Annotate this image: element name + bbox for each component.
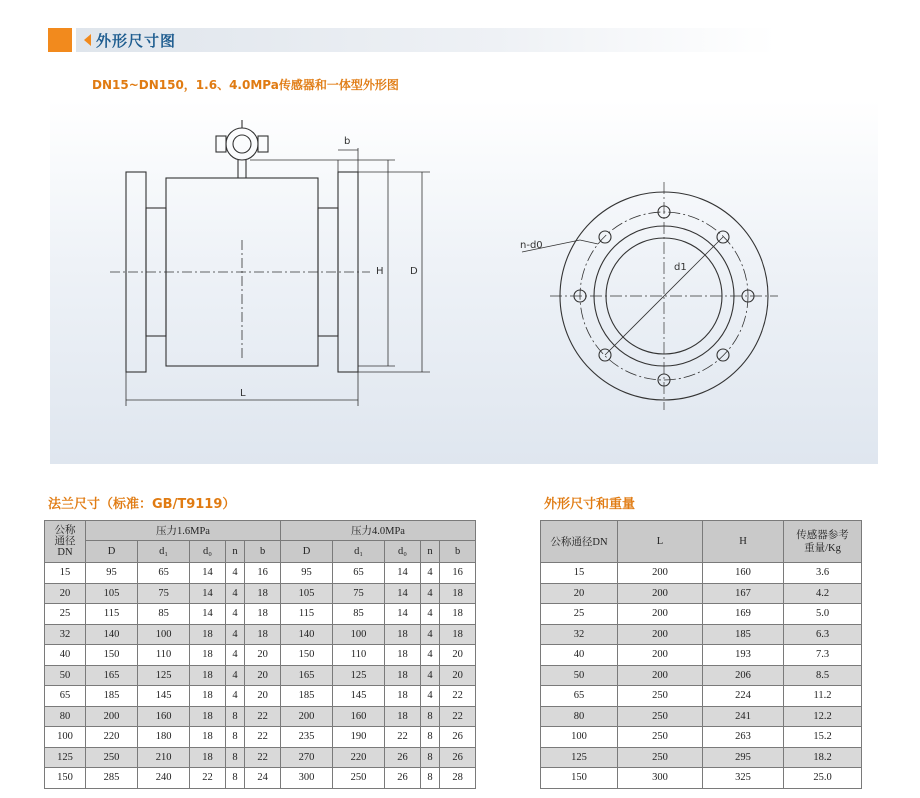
col-d0: d₀ (190, 541, 226, 563)
table-cell: 18 (385, 686, 421, 707)
table-cell: 80 (541, 706, 618, 727)
table-row (541, 747, 862, 768)
table-cell: 220 (333, 747, 385, 768)
table-cell: 169 (703, 604, 784, 625)
table-cell: 100 (138, 624, 190, 645)
table-cell: 140 (280, 624, 332, 645)
table-cell: 4 (225, 645, 244, 666)
table-cell: 12.2 (784, 706, 862, 727)
table-cell: 26 (440, 747, 476, 768)
table-cell: 4 (420, 604, 439, 625)
table-cell: 160 (138, 706, 190, 727)
dn-header: 公称 通径 DN (45, 521, 86, 563)
table-row (45, 583, 476, 604)
table-cell: 18 (190, 686, 226, 707)
table-cell: 200 (86, 706, 138, 727)
table-cell: 18 (385, 706, 421, 727)
label-D: D (410, 266, 418, 277)
table-cell: 8 (420, 768, 439, 789)
table-cell: 165 (280, 665, 332, 686)
table-cell: 210 (138, 747, 190, 768)
table-cell: 150 (280, 645, 332, 666)
table-cell: 250 (618, 686, 703, 707)
table-cell: 18 (440, 624, 476, 645)
table-cell: 165 (86, 665, 138, 686)
table-cell: 7.3 (784, 645, 862, 666)
table-cell: 105 (86, 583, 138, 604)
table-cell: 50 (541, 665, 618, 686)
table-cell: 8 (420, 706, 439, 727)
table-cell: 4 (225, 686, 244, 707)
table-cell: 95 (280, 563, 332, 584)
table-cell: 25 (45, 604, 86, 625)
table-row (45, 727, 476, 748)
table-cell: 185 (703, 624, 784, 645)
table-cell: 4 (420, 563, 439, 584)
col-D: D (86, 541, 138, 563)
table-cell: 22 (245, 706, 281, 727)
col-b: b (245, 541, 281, 563)
table-cell: 100 (333, 624, 385, 645)
table-row (45, 768, 476, 789)
table-cell: 250 (618, 747, 703, 768)
table-cell: 75 (138, 583, 190, 604)
table-cell: 85 (138, 604, 190, 625)
table-cell: 8 (225, 706, 244, 727)
table-cell: 200 (618, 624, 703, 645)
table-cell: 241 (703, 706, 784, 727)
col-n: n (420, 541, 439, 563)
table-cell: 4 (420, 645, 439, 666)
col-d1: d₁ (333, 541, 385, 563)
table-row (45, 747, 476, 768)
page-title: 外形尺寸图 (96, 32, 177, 50)
table-cell: 14 (190, 583, 226, 604)
table-cell: 160 (333, 706, 385, 727)
table-cell: 80 (45, 706, 86, 727)
table-cell: 150 (541, 768, 618, 789)
table-cell: 75 (333, 583, 385, 604)
table-cell: 185 (280, 686, 332, 707)
table-cell: 4 (420, 665, 439, 686)
table-row (45, 624, 476, 645)
dimension-drawing (50, 100, 878, 464)
diagram-panel (50, 100, 878, 464)
table-cell: 20 (245, 686, 281, 707)
label-L: L (240, 388, 246, 399)
table-cell: 8 (225, 747, 244, 768)
table-cell: 270 (280, 747, 332, 768)
table-cell: 8 (225, 768, 244, 789)
table-cell: 18 (385, 624, 421, 645)
table-cell: 200 (618, 563, 703, 584)
table-cell: 18 (440, 583, 476, 604)
table-cell: 200 (618, 604, 703, 625)
table-row (45, 645, 476, 666)
table-cell: 20 (245, 665, 281, 686)
table-cell: 295 (703, 747, 784, 768)
table-cell: 4.2 (784, 583, 862, 604)
table-cell: 140 (86, 624, 138, 645)
table-cell: 8 (420, 747, 439, 768)
table-row (45, 686, 476, 707)
table-cell: 185 (86, 686, 138, 707)
table-cell: 18 (385, 665, 421, 686)
table-cell: 65 (45, 686, 86, 707)
table-cell: 250 (333, 768, 385, 789)
table-cell: 4 (420, 583, 439, 604)
table-cell: 18 (190, 624, 226, 645)
group-4-0-header: 压力4.0MPa (280, 521, 475, 541)
weight-table (540, 520, 862, 789)
table-cell: 300 (618, 768, 703, 789)
table-cell: 50 (45, 665, 86, 686)
table-cell: 167 (703, 583, 784, 604)
table-cell: 18 (190, 706, 226, 727)
table-cell: 40 (541, 645, 618, 666)
table-cell: 4 (420, 624, 439, 645)
table-cell: 11.2 (784, 686, 862, 707)
col-D: D (280, 541, 332, 563)
col-H: H (703, 521, 784, 563)
table-cell: 18 (190, 645, 226, 666)
table-cell: 4 (225, 604, 244, 625)
table-cell: 250 (618, 727, 703, 748)
table-cell: 145 (333, 686, 385, 707)
table-cell: 14 (190, 563, 226, 584)
table-cell: 200 (618, 583, 703, 604)
table-cell: 206 (703, 665, 784, 686)
table-cell: 193 (703, 645, 784, 666)
table-row (541, 624, 862, 645)
table-cell: 65 (138, 563, 190, 584)
table-cell: 18 (245, 583, 281, 604)
table-cell: 25 (541, 604, 618, 625)
table-cell: 110 (333, 645, 385, 666)
label-b: b (344, 136, 351, 147)
table-cell: 18 (245, 604, 281, 625)
table-cell: 22 (385, 727, 421, 748)
col-d1: d₁ (138, 541, 190, 563)
table-cell: 5.0 (784, 604, 862, 625)
label-d1: d1 (674, 262, 687, 273)
table-row (541, 727, 862, 748)
table-cell: 22 (245, 727, 281, 748)
table-cell: 200 (280, 706, 332, 727)
table-cell: 95 (86, 563, 138, 584)
table-cell: 20 (440, 665, 476, 686)
table-cell: 14 (385, 563, 421, 584)
table-cell: 250 (618, 706, 703, 727)
table-row (541, 583, 862, 604)
table-row (541, 563, 862, 584)
table-row (45, 563, 476, 584)
table-row (541, 686, 862, 707)
table-cell: 200 (618, 645, 703, 666)
table-cell: 110 (138, 645, 190, 666)
table-cell: 40 (45, 645, 86, 666)
table-cell: 300 (280, 768, 332, 789)
table-cell: 28 (440, 768, 476, 789)
table-cell: 22 (190, 768, 226, 789)
table-cell: 250 (86, 747, 138, 768)
diagram-caption: DN15~DN150，1.6、4.0MPa传感器和一体型外形图 (92, 78, 399, 92)
table-cell: 32 (45, 624, 86, 645)
table-cell: 15 (45, 563, 86, 584)
table-cell: 26 (385, 747, 421, 768)
header-bar (76, 28, 776, 52)
table-cell: 26 (385, 768, 421, 789)
table-cell: 200 (618, 665, 703, 686)
table-row (45, 665, 476, 686)
table-cell: 20 (45, 583, 86, 604)
table-cell: 285 (86, 768, 138, 789)
flange-table (44, 520, 476, 789)
table-cell: 18 (190, 727, 226, 748)
table-cell: 100 (45, 727, 86, 748)
table-cell: 16 (245, 563, 281, 584)
table-cell: 4 (225, 583, 244, 604)
table-cell: 8 (225, 727, 244, 748)
table-cell: 115 (280, 604, 332, 625)
table-cell: 150 (86, 645, 138, 666)
header-accent-block (48, 28, 72, 52)
weight-section-title: 外形尺寸和重量 (544, 497, 636, 512)
table-cell: 4 (225, 563, 244, 584)
table-cell: 18 (440, 604, 476, 625)
table-cell: 32 (541, 624, 618, 645)
table-cell: 6.3 (784, 624, 862, 645)
col-b: b (440, 541, 476, 563)
table-cell: 18 (190, 665, 226, 686)
header-arrow-icon (84, 34, 91, 46)
table-cell: 125 (45, 747, 86, 768)
table-cell: 4 (225, 624, 244, 645)
table-cell: 125 (138, 665, 190, 686)
table-cell: 235 (280, 727, 332, 748)
table-cell: 240 (138, 768, 190, 789)
table-cell: 18 (245, 624, 281, 645)
table-cell: 4 (225, 665, 244, 686)
col-n: n (225, 541, 244, 563)
table-row (45, 604, 476, 625)
table-cell: 22 (440, 686, 476, 707)
table-cell: 100 (541, 727, 618, 748)
table-cell: 160 (703, 563, 784, 584)
group-1-6-header: 压力1.6MPa (86, 521, 281, 541)
col-weight: 传感器参考 重量/Kg (784, 521, 862, 563)
table-cell: 14 (385, 604, 421, 625)
table-cell: 115 (86, 604, 138, 625)
table-cell: 105 (280, 583, 332, 604)
table-row (541, 604, 862, 625)
table-cell: 14 (190, 604, 226, 625)
table-cell: 125 (541, 747, 618, 768)
table-cell: 8.5 (784, 665, 862, 686)
table-cell: 15 (541, 563, 618, 584)
table-cell: 15.2 (784, 727, 862, 748)
table-cell: 20 (440, 645, 476, 666)
table-cell: 20 (245, 645, 281, 666)
table-cell: 26 (440, 727, 476, 748)
table-cell: 18 (190, 747, 226, 768)
table-cell: 145 (138, 686, 190, 707)
table-row (541, 665, 862, 686)
table-cell: 3.6 (784, 563, 862, 584)
col-L: L (618, 521, 703, 563)
label-nd0: n-d0 (520, 240, 543, 251)
table-cell: 18.2 (784, 747, 862, 768)
table-cell: 190 (333, 727, 385, 748)
table-cell: 325 (703, 768, 784, 789)
col-dn: 公称通径DN (541, 521, 618, 563)
table-cell: 8 (420, 727, 439, 748)
table-cell: 65 (333, 563, 385, 584)
table-row (541, 645, 862, 666)
col-d0: d₀ (385, 541, 421, 563)
table-cell: 22 (245, 747, 281, 768)
table-cell: 65 (541, 686, 618, 707)
table-cell: 14 (385, 583, 421, 604)
table-cell: 180 (138, 727, 190, 748)
table-cell: 220 (86, 727, 138, 748)
table-cell: 224 (703, 686, 784, 707)
table-cell: 85 (333, 604, 385, 625)
table-cell: 150 (45, 768, 86, 789)
table-cell: 22 (440, 706, 476, 727)
table-cell: 16 (440, 563, 476, 584)
table-cell: 24 (245, 768, 281, 789)
label-H: H (376, 266, 384, 277)
table-row (45, 706, 476, 727)
table-row (541, 768, 862, 789)
junction-box (226, 128, 258, 160)
flange-section-title: 法兰尺寸（标准：GB/T9119） (48, 497, 236, 512)
table-cell: 18 (385, 645, 421, 666)
table-row (541, 706, 862, 727)
table-cell: 263 (703, 727, 784, 748)
table-cell: 25.0 (784, 768, 862, 789)
table-cell: 125 (333, 665, 385, 686)
table-cell: 20 (541, 583, 618, 604)
table-cell: 4 (420, 686, 439, 707)
